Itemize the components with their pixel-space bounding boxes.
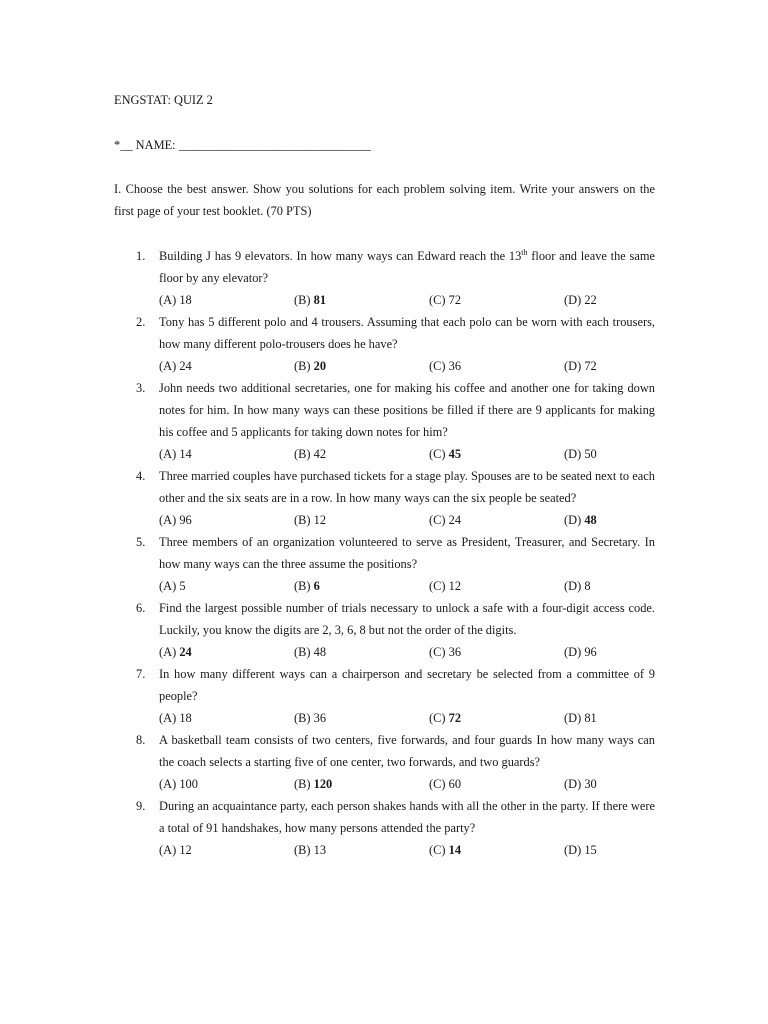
- choice-letter: (A): [159, 645, 180, 659]
- choice-letter: (D): [564, 711, 585, 725]
- answer-choice: [159, 509, 192, 531]
- choice-letter: (A): [159, 359, 180, 373]
- question-text-part: Tony has 5 different polo and 4 trousers. Assuming that each polo can be worn with each trousers, how many different polo-trousers does he have?: [159, 315, 655, 351]
- question-text-part: Find the largest possible number of trials necessary to unlock a safe with a four-digit access code. Luckily, you know the digits are 2, 3, 6, 8 but not the order of the digits.: [159, 601, 655, 637]
- answer-choice: [429, 575, 461, 597]
- answer-choice: [564, 839, 597, 861]
- correct-answer-value: 20: [313, 359, 327, 373]
- answer-choices: [159, 707, 655, 729]
- choice-letter: (D): [564, 513, 585, 527]
- question-text-part: Three members of an organization volunteered to serve as President, Treasurer, and Secretary. In how many ways can the three assume the positions?: [159, 535, 655, 571]
- choice-value: 15: [584, 843, 597, 857]
- choice-value: 30: [584, 777, 597, 791]
- question-item: [114, 465, 655, 531]
- choice-value: 36: [313, 711, 327, 725]
- answer-choice: [294, 839, 326, 861]
- choice-value: 36: [448, 645, 462, 659]
- answer-choice: [564, 443, 597, 465]
- choice-value: 13: [313, 843, 327, 857]
- choice-letter: (A): [159, 711, 180, 725]
- choice-letter: (D): [564, 777, 585, 791]
- answer-choice: [564, 289, 597, 311]
- answer-choice: [429, 641, 461, 663]
- question-number: 3.: [136, 381, 146, 395]
- choice-letter: (C): [429, 447, 449, 461]
- choice-letter: (D): [564, 843, 585, 857]
- answer-choice: [564, 575, 591, 597]
- choice-letter: (C): [429, 711, 449, 725]
- answer-choice: [294, 443, 326, 465]
- answer-choice: [294, 355, 326, 377]
- question-text: [159, 377, 655, 443]
- question-list: [114, 245, 655, 861]
- question-number: 9.: [136, 799, 146, 813]
- question-item: [114, 729, 655, 795]
- choice-letter: (D): [564, 359, 585, 373]
- choice-value: 96: [584, 645, 597, 659]
- question-text: [159, 729, 655, 773]
- answer-choice: [159, 289, 192, 311]
- choice-letter: (B): [294, 447, 314, 461]
- choice-value: 81: [584, 711, 597, 725]
- question-text-part: Building J has 9 elevators. In how many ways can Edward reach the 13: [159, 249, 522, 263]
- choice-value: 8: [584, 579, 591, 593]
- answer-choice: [159, 355, 192, 377]
- question-number: 4.: [136, 469, 146, 483]
- question-text-part: floor and leave the same floor by any elevator?: [159, 249, 655, 285]
- answer-choice: [564, 509, 597, 531]
- choice-letter: (B): [294, 711, 314, 725]
- choice-letter: (A): [159, 513, 180, 527]
- correct-answer-value: 6: [313, 579, 320, 593]
- choice-value: 18: [179, 293, 192, 307]
- choice-value: 50: [584, 447, 597, 461]
- answer-choice: [294, 509, 326, 531]
- quiz-title: ENGSTAT: QUIZ 2: [114, 93, 213, 107]
- answer-choice: [429, 839, 461, 861]
- choice-letter: (C): [429, 843, 449, 857]
- correct-answer-value: 24: [179, 645, 192, 659]
- choice-letter: (C): [429, 359, 449, 373]
- question-text: [159, 465, 655, 509]
- question-text-part: During an acquaintance party, each person shakes hands with all the other in the party. If there were a total of 91 handshakes, how many persons attended the party?: [159, 799, 655, 835]
- answer-choice: [429, 289, 461, 311]
- choice-value: 60: [448, 777, 462, 791]
- answer-choice: [294, 575, 320, 597]
- question-item: [114, 377, 655, 465]
- answer-choice: [159, 707, 192, 729]
- answer-choice: [564, 641, 597, 663]
- answer-choice: [564, 355, 597, 377]
- answer-choice: [429, 355, 461, 377]
- choice-value: 12: [179, 843, 192, 857]
- answer-choice: [564, 707, 597, 729]
- answer-choice: [294, 707, 326, 729]
- question-item: [114, 311, 655, 377]
- question-text: [159, 531, 655, 575]
- question-item: [114, 597, 655, 663]
- answer-choice: [564, 773, 597, 795]
- answer-choices: [159, 443, 655, 465]
- question-number: 1.: [136, 249, 146, 263]
- answer-choice: [429, 707, 461, 729]
- answer-choices: [159, 289, 655, 311]
- choice-value: 36: [448, 359, 462, 373]
- correct-answer-value: 14: [448, 843, 462, 857]
- choice-value: 100: [179, 777, 198, 791]
- question-item: [114, 245, 655, 311]
- choice-letter: (A): [159, 579, 180, 593]
- instructions-text: I. Choose the best answer. Show you solutions for each problem solving item. Write your answers on the first page of your test booklet. (70 PTS): [114, 182, 655, 218]
- choice-letter: (C): [429, 579, 449, 593]
- question-number: 2.: [136, 315, 146, 329]
- answer-choice: [429, 509, 461, 531]
- correct-answer-value: 72: [448, 711, 462, 725]
- choice-value: 14: [179, 447, 192, 461]
- answer-choice: [294, 773, 332, 795]
- answer-choices: [159, 509, 655, 531]
- choice-value: 5: [179, 579, 186, 593]
- question-item: [114, 795, 655, 861]
- question-number: 8.: [136, 733, 146, 747]
- choice-letter: (D): [564, 293, 585, 307]
- choice-letter: (A): [159, 843, 180, 857]
- choice-letter: (A): [159, 447, 180, 461]
- question-text: [159, 663, 655, 707]
- question-number: 6.: [136, 601, 146, 615]
- answer-choices: [159, 839, 655, 861]
- question-text: [159, 795, 655, 839]
- answer-choice: [429, 773, 461, 795]
- question-item: [114, 531, 655, 597]
- answer-choice: [159, 641, 192, 663]
- choice-letter: (B): [294, 579, 314, 593]
- question-text-part: In how many different ways can a chairperson and secretary be selected from a committee of 9 people?: [159, 667, 655, 703]
- choice-letter: (B): [294, 843, 314, 857]
- question-text: [159, 311, 655, 355]
- correct-answer-value: 81: [313, 293, 327, 307]
- choice-value: 18: [179, 711, 192, 725]
- choice-value: 24: [179, 359, 192, 373]
- ordinal-superscript: th: [521, 247, 528, 257]
- answer-choice: [294, 641, 326, 663]
- choice-value: 24: [448, 513, 462, 527]
- question-text-part: John needs two additional secretaries, one for making his coffee and another one for taking down notes for him. In how many ways can these positions be filled if there are 9 applicants for making his coffee and 5 applicants for taking down notes for him?: [159, 381, 655, 439]
- choice-value: 72: [448, 293, 462, 307]
- answer-choice: [159, 773, 198, 795]
- answer-choices: [159, 355, 655, 377]
- choice-value: 72: [584, 359, 597, 373]
- correct-answer-value: 48: [584, 513, 597, 527]
- answer-choice: [159, 575, 186, 597]
- choice-value: 22: [584, 293, 597, 307]
- answer-choices: [159, 575, 655, 597]
- choice-value: 96: [179, 513, 192, 527]
- choice-letter: (B): [294, 777, 314, 791]
- choice-value: 48: [313, 645, 327, 659]
- answer-choice: [159, 839, 192, 861]
- answer-choice: [294, 289, 326, 311]
- question-text-part: A basketball team consists of two centers, five forwards, and four guards In how many ways can the coach selects a starting five of one center, two forwards, and two guards?: [159, 733, 655, 769]
- question-text: [159, 245, 655, 289]
- choice-letter: (C): [429, 645, 449, 659]
- question-number: 7.: [136, 667, 146, 681]
- choice-letter: (B): [294, 513, 314, 527]
- question-item: [114, 663, 655, 729]
- correct-answer-value: 45: [448, 447, 462, 461]
- choice-letter: (D): [564, 579, 585, 593]
- choice-letter: (B): [294, 293, 314, 307]
- choice-value: 12: [313, 513, 327, 527]
- answer-choices: [159, 641, 655, 663]
- choice-letter: (C): [429, 293, 449, 307]
- choice-letter: (C): [429, 513, 449, 527]
- answer-choices: [159, 773, 655, 795]
- choice-letter: (A): [159, 293, 180, 307]
- name-field-line: *__ NAME: _______________________________: [114, 138, 371, 152]
- answer-choice: [159, 443, 192, 465]
- question-text-part: Three married couples have purchased tickets for a stage play. Spouses are to be seated next to each other and the six seats are in a row. In how many ways can the six people be seated?: [159, 469, 655, 505]
- choice-letter: (A): [159, 777, 180, 791]
- choice-letter: (B): [294, 645, 314, 659]
- choice-letter: (B): [294, 359, 314, 373]
- question-number: 5.: [136, 535, 146, 549]
- choice-letter: (D): [564, 447, 585, 461]
- correct-answer-value: 120: [313, 777, 333, 791]
- choice-value: 42: [313, 447, 327, 461]
- choice-letter: (C): [429, 777, 449, 791]
- question-text: [159, 597, 655, 641]
- answer-choice: [429, 443, 461, 465]
- choice-value: 12: [448, 579, 462, 593]
- choice-letter: (D): [564, 645, 585, 659]
